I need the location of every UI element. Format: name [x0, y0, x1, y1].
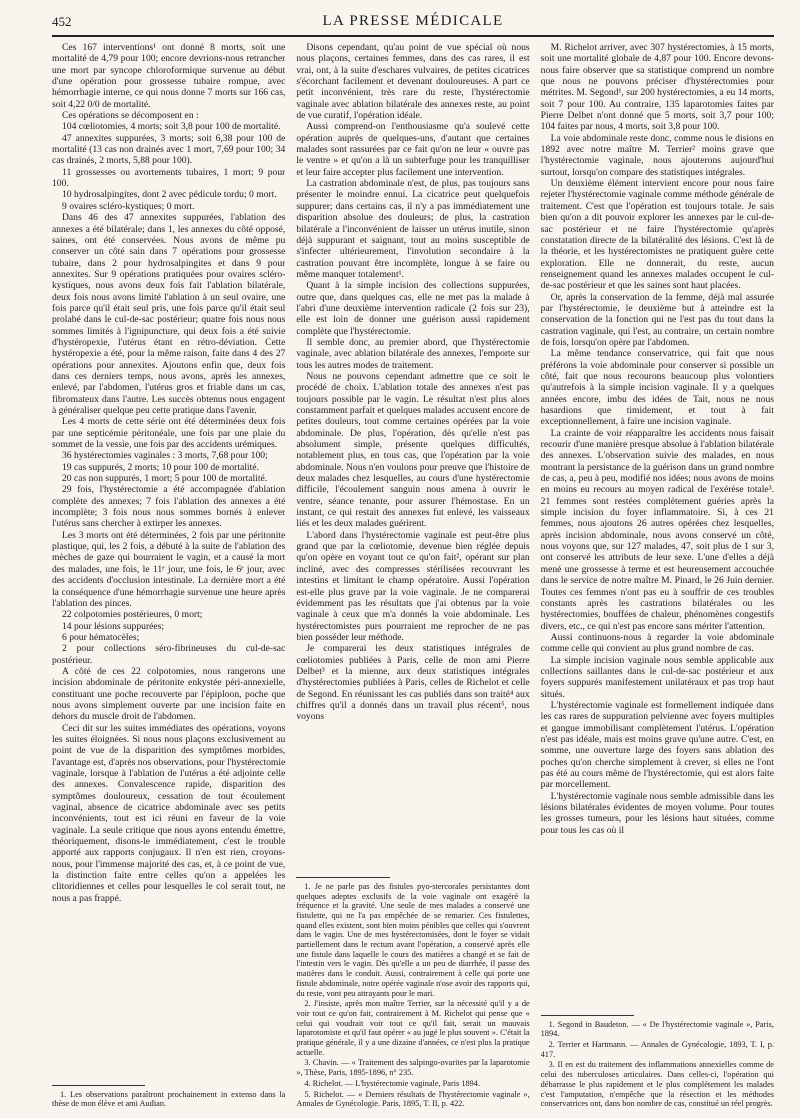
paragraph: La crainte de voir réapparaître les accidents nous faisait recourir d'une manière presque absolue à l'ablation bilatérale des annexes. L'observation suivie des malades, en nous montrant la persistance de la guérison dans un grand nombre de cas, a, peu à peu, modifié nos idées; nous avons de moins en moins eu recours au moyen radical de l'exérèse totale³. 21 femmes sont restées complètement guéries après la simple incision du foyer inflammatoire. Si, à ces 21 femmes, nous ajoutons 26 autres opérées chez lesquelles, après incision abdominale, nous avons conservé un côté, nous voyons que, sur 127 malades, 47, soit plus de 1 sur 3, ont conservé les attributs de leur sexe. L'une d'elles a déjà mené une grossesse à terme et est heureusement accouchée dans le service de notre maître M. Pinard, le 26 Juin dernier. Toutes ces femmes n'ont pas eu à souffrir de ces troubles constants après les castrations bilatérales ou les hystérectomies, bouffées de chaleur, phénomènes congestifs divers, etc., ce qui n'est pas encore sans mériter l'attention.	[540, 427, 774, 632]
footnote-rule	[52, 1085, 145, 1086]
paragraph: 19 cas suppurés, 2 morts; 10 pour 100 de mortalité.	[62, 461, 259, 473]
paragraph: Or, après la conservation de la femme, déjà mal assurée par l'hystérectomie, le deuxième but à atteindre est la conservation de la fonction qui ne l'est pas du tout dans la castration vaginale, qui l'est, au contraire, un certain nombre de fois, lorsqu'on opère par l'abdomen.	[540, 291, 774, 348]
paragraph: 36 hystérectomies vaginales : 3 morts, 7,68 pour 100;	[62, 450, 268, 462]
paragraph: L'hystérectomie vaginale est formellement indiquée dans les cas rares de suppuration pelvienne avec foyers multiples et gangue immobilisant complètement l'utérus. L'opération n'est pas idéale, mais est moins grave qu'une autre. C'est, en somme, une ouverture large des foyers sans ablation des poches qu'on cherche simplement à crever, si elles ne l'ont pas été au cours même de l'hystérectomie, qui est alors faite par morcellement.	[540, 699, 774, 791]
footnote: 1. Les observations paraîtront prochainement in extenso dans la thèse de mon élève et ami Audian.	[52, 1089, 286, 1109]
paragraph: Aussi continuons-nous à regarder la voie abdominale comme celle qui convient au plus grand nombre de cas.	[540, 631, 774, 655]
column-footnotes	[52, 1090, 285, 1110]
paragraph: Quant à la simple incision des collections suppurées, outre que, dans quelques cas, elle ne met pas la malade à l'abri d'une deuxième intervention radicale (2 fois sur 23), elle est loin de donner une guérison aussi rapidement complète que l'hystérectomie.	[296, 280, 530, 337]
footnote: 3. Chavin. — « Traitement des salpingo-ovarites par la laparotomie », Thèse, Paris, 1895-1896, n° 235.	[296, 1058, 530, 1078]
column-1	[52, 42, 285, 1110]
column-3	[541, 42, 774, 1110]
paragraph: Dans 46 des 47 annexites suppurées, l'ablation des annexes a été bilatérale; dans 1, les annexes du côté opposé, saines, ont été conservées. Nous avons de même pu conserver un côté sain dans 7 opérations pour grossesse tubaire, dans 2 pour hydrosalpingites et dans 9 pour annexites. Sur 9 opérations pratiquées pour ovaires scléro-kystiques, nous avons deux fois fait l'ablation bilatérale, deux fois nous avons limité l'ablation à un seul ovaire, une fois parce qu'il était seul pris, une fois parce qu'il était seul prolabé dans le cul-de-sac postérieur; quatre fois nous nous sommes limités à l'ignipuncture, qui deux fois a été suivie d'hystéropexie, l'utérus étant en rétro-déviation. Cette hystéropexie a été, pour la même raison, faite dans 4 des 27 opérations pour annexites. Ajoutons enfin que, deux fois dans ces derniers temps, nous avons, après les annexes, enlevé, par l'abdomen, l'utérus gros et friable dans un cas, fibromateux dans l'autre. Les succès obtenus nous engagent à généraliser quelque peu cette pratique dans l'avenir.	[52, 212, 286, 416]
text-columns	[52, 42, 774, 1110]
journal-title: LA PRESSE MÉDICALE	[322, 13, 504, 29]
page-number: 452	[52, 14, 72, 29]
paragraph: Ceci dit sur les suites immédiates des opérations, voyons les suites éloignées. Si nous nous plaçons exclusivement au point de vue de la disparition des symptômes morbides, l'avantage est, d'après nos observations, pour l'hystérectomie vaginale, lorsque à l'ablation de l'utérus a été adjointe celle des annexes. Convalescence rapide, disparition des symptômes douloureux, cessation de tout écoulement vaginal, absence de cicatrice abdominale avec ses petits inconvénients, tout est ici réuni en faveur de la voie vaginale. La seule critique que nous ayons entendu émettre, théoriquement, disons-le immédiatement, c'est le trouble apporté aux rapports conjugaux. Il n'en est rien, croyons-nous, pour l'immense majorité des cas, et, à ce point de vue, la distinction faite entre celles qu'on a appelées les clitoridiennes et celles pour lesquelles le col serait tout, ne nous a pas frappé.	[52, 722, 286, 904]
column-2	[296, 42, 529, 1110]
paragraph: Disons cependant, qu'au point de vue spécial où nous nous plaçons, certaines femmes, dans des cas rares, il est vrai, ont, à la suite d'eschares vulvaires, de petites cicatrices s'écorchant facilement et devenant douloureuses. A part ce petit inconvénient, très rare du reste, l'hystérectomie vaginale avec ablation bilatérale des annexes reste, au point de vue curatif, l'opération idéale.	[296, 42, 530, 122]
paragraph: La castration abdominale n'est, de plus, pas toujours sans présenter le moindre ennui. La cicatrice peut quelquefois suppurer; dans certains cas, il n'y a pas immédiatement une disparition absolue des douleurs; de plus, la castration bilatérale a l'inconvénient de laisser un utérus inutile, sinon déjà suppurant et saignant, tout au moins susceptible de s'infecter ultérieurement, l'involution secondaire à la castration pouvant être incomplète, longue à se faire ou même manquer totalement¹.	[296, 178, 530, 280]
footnote: 1. Segond in Baudeton. — « De l'hystérectomie vaginale », Paris, 1894.	[540, 1019, 774, 1039]
paragraph: Ces 167 interventions¹ ont donné 8 morts, soit une mortalité de 4,79 pour 100; encore devrions-nous retrancher une mort par syncope chloroformique survenue au début d'une opération pour grossesse tubaire rompue, avec hémorrhagie interne, ce qui nous donne 7 morts sur 166 cas, soit 4,22 0/0 de mortalité.	[52, 42, 286, 110]
column-body	[52, 42, 285, 1080]
paragraph: Il semble donc, au premier abord, que l'hystérectomie vaginale, avec ablation bilatérale des annexes, l'emporte sur tous les autres modes de traitement.	[296, 336, 530, 371]
footnote: 3. Il en est du traitement des inflammations annexielles comme de celui des tuberculoses articulaires. Dans celles-ci, l'opération qui débarrasse le plus rapidement et le plus complètement les malades c'est l'amputation, n'empêche que la résection et les méthodes conservatrices ont, dans bon nombre de cas, constitué un réel progrès.	[540, 1060, 774, 1109]
paragraph: A côté de ces 22 colpotomies, nous rangerons une incision abdominale de péritonite enkystée péri-annexielle, constituant une poche recouverte par l'épiploon, poche que nous avons simplement ouverte par une incision faite en dehors du muscle droit de l'abdomen.	[52, 665, 286, 723]
paragraph: 14 pour lésions suppurées;	[62, 620, 165, 632]
paragraph: Les 3 morts ont été déterminées, 2 fois par une péritonite plastique, qui, les 2 fois, a débuté à la suite de l'ablation des mèches de gaze qui bourraient le vagin, et a causé la mort des malades, une fois, le 11ᵉ jour, une fois, le 6ᵉ jour, avec des accidents d'occlusion intestinale. La dernière mort a été la conséquence d'une hémorrhagie survenue une heure après l'ablation des pinces.	[52, 529, 286, 609]
footnote-rule	[541, 1015, 634, 1016]
paragraph: La voie abdominale reste donc, comme nous le disions en 1892 avec notre maître M. Terrier² moins grave que l'hystérectomie vaginale, nous ajouterons aujourd'hui surtout, lorsqu'on compare des statistiques intégrales.	[540, 132, 774, 178]
paragraph: Ces opérations se décomposent en :	[62, 110, 199, 122]
paragraph: L'hystérectomie vaginale nous semble admissible dans les lésions bilatérales évidentes de moyen volume. Pour toutes les grosses tumeurs, pour les lésions haut situées, comme pour tous les cas où il	[540, 790, 774, 836]
paragraph: 2 pour collections séro-fibrineuses du cul-de-sac postérieur.	[52, 643, 286, 666]
paragraph: 104 cœliotomies, 4 morts; soit 3,8 pour 100 de mortalité.	[62, 121, 281, 133]
footnote: 5. Richelot. — « Derniers résultats de l'hystérectomie vaginale », Annales de Gynécologie. Paris, 1895, T. II, p. 422.	[296, 1089, 530, 1109]
column-body	[541, 42, 774, 1010]
paragraph: M. Richelot arriver, avec 307 hystérectomies, à 15 morts, soit une mortalité globale de 4,87 pour 100. Encore devons-nous faire observer que sa statistique comprend un nombre que nous ne pouvons préciser d'hystérectomies pour métrites. M. Segond¹, sur 200 hystérectomies, a eu 14 morts, soit 7 pour 100. Au contraire, 135 laparotomies faites par Pierre Delbet n'ont donné que 5 morts, soit 3,7 pour 100; 104 faites par nous, 4 morts, soit 3,8 pour 100.	[540, 42, 774, 133]
paragraph: La même tendance conservatrice, qui fait que nous préférons la voie abdominale pour conserver si possible un côté, fait que nous recourons beaucoup plus volontiers qu'autrefois à la simple incision vaginale. Il y a quelques années encore, imbu des idées de Tait, nous ne nous hasardions que timidement, et tout à fait exceptionnellement, à faire une incision vaginale.	[540, 348, 774, 428]
column-footnotes	[541, 1020, 774, 1110]
footnote: 4. Richelot. — L'hystérectomie vaginale, Paris 1894.	[304, 1078, 481, 1088]
paragraph: Un deuxième élément intervient encore pour nous faire rejeter l'hystérectomie vaginale comme méthode générale de traitement. C'est que l'opération est toujours totale. Je sais bien qu'on a dit pouvoir explorer les annexes par le cul-de-sac postérieur et ne faire l'hystérectomie qu'après constatation directe de la bilatéralité des lésions. C'est là de la théorie, et les hystérectomistes ne pratiquent guère cette exploration. Elle ne donnerait, du reste, aucun renseignement quand les annexes malades occupent le cul-de-sac postérieur et que les saines sont haut placées.	[540, 178, 774, 292]
paragraph: L'abord dans l'hystérectomie vaginale est peut-être plus grand que par la cœliotomie, devenue bien réglée depuis qu'on opère en voyant tout ce qu'on fait², opérant sur plan incliné, avec des compresses stérilisées recouvrant les intestins et limitant le champ opératoire. Aussi l'opération est-elle plus grave par la voie vaginale. Je ne comparerai évidemment pas les résultats que j'ai obtenus par la voie vaginale à ceux que m'a donnés la voie abdominale. Les hystérectomistes purs pourraient me reprocher de ne pas bien posséder leur méthode.	[296, 529, 530, 643]
footnote: 2. Terrier et Hartmann. — Annales de Gynécologie, 1893, T. I, p. 417.	[540, 1040, 774, 1059]
paragraph: 10 hydrosalpingites, dont 2 avec pédicule tordu; 0 mort.	[62, 189, 277, 201]
footnote-rule	[296, 877, 389, 878]
paragraph: Nous ne pouvons cependant admettre que ce soit le procédé de choix. L'ablation totale des annexes n'est pas toujours possible par le vagin. Le résultat n'est plus alors constamment parfait et quelques malades accusent encore de petites douleurs, tout comme certaines opérées par la voie abdominale. De plus, l'opération, dès qu'elle n'est pas absolument simple, présente quelques difficultés, notablement plus, en tous cas, que l'opération par la voie abdominale. Nous n'en voulons pour preuve que l'histoire de deux malades chez lesquelles, au cours d'une hystérectomie difficile, l'écoulement sanguin nous amena à ouvrir le ventre, séance tenante, pour assurer l'hémostase. En un instant, ce qui restait des annexes fut enlevé, les vaisseaux liés et les deux malades guérirent.	[296, 370, 530, 530]
paragraph: 11 grossesses ou avortements tubaires, 1 mort; 9 pour 100.	[52, 166, 286, 190]
paragraph: 47 annexites suppurées, 3 morts; soit 6,38 pour 100 de mortalité (13 cas non drainés avec 1 mort, 7,69 pour 100; 34 cas drainés, 2 morts, 5,88 pour 100).	[52, 132, 286, 167]
footnote: 2. J'insiste, après mon maître Terrier, sur la nécessité qu'il y a de voir tout ce qu'on fait, contrairement à M. Richelot qui pense que « celui qui voudrait voir tout ce qu'il fait, serait un mauvais laparotomiste et qu'il faut opérer « au jugé le plus souvent ». C'était la pratique générale, il y a une dizaine d'années, ce n'est plus la pratique actuelle.	[296, 999, 530, 1057]
paragraph: 20 cas non suppurés, 1 mort; 5 pour 100 de mortalité.	[62, 473, 268, 485]
paragraph: 6 pour hématocèles;	[62, 631, 140, 643]
column-body	[296, 42, 529, 872]
paragraph: 9 ovaires scléro-kystiques; 0 mort.	[62, 200, 195, 212]
paragraph: La simple incision vaginale nous semble applicable aux collections saillantes dans le cul-de-sac postérieur et aux foyers suppurés manifestement unilatéraux et pas trop haut situés.	[540, 654, 774, 700]
footnote: 1. Je ne parle pas des fistules pyo-stercorales persistantes dont quelques adeptes exclusifs de la voie vaginale ont exagéré la fréquence et la gravité. Une seule de mes malades a conservé une fistulette, qui ne l'a pas empêchée de se remarier. Ces fistulettes, quand elles existent, sont bien moins pénibles que celles qui s'ouvrent dans le vagin. Une de mes hystérectomisées, dont le foyer se vidait partiellement dans le rectum avant l'opération, a conservé après elle une fistule dans laquelle le cours des matières a changé et se fait de l'intestin vers le vagin. Dès qu'elle a un peu de diarrhée, il passe des matières dans le conduit. Aussi, contrairement à celle qui porte une fistule abdominale, notre opérée vaginale n'ose avoir des rapports qui, du reste, vont peu attrayants pour le mari.	[296, 881, 530, 998]
paragraph: 22 colpotomies postérieures, 0 mort;	[62, 609, 203, 621]
paragraph: Aussi comprend-on l'enthousiasme qu'a soulevé cette opération auprès de quelques-uns, d'autant que certaines malades sont rassurées par ce fait qu'on ne leur « ouvre pas le ventre » et qu'on a là un subterfuge pour les tranquilliser et leur faire accepter plus facilement une intervention.	[296, 121, 530, 178]
header-rule	[52, 35, 774, 37]
paragraph: Les 4 morts de cette série ont été déterminées deux fois par une septicémie péritonéale, une fois par une plaie du sommet de la vessie, une fois par des accidents urémiques.	[52, 416, 286, 451]
paragraph: Je comparerai les deux statistiques intégrales de cœliotomies publiées à Paris, celle de mon ami Pierre Delbet³ et la mienne, aux deux statistiques intégrales d'hystérectomies publiées à Paris, celles de Richelot et celle de Segond. En réunissant les cas publiés dans son traité⁴ aux chiffres qu'il a donnés dans un travail plus récent⁵, nous voyons	[296, 643, 530, 723]
column-footnotes	[296, 882, 529, 1110]
paragraph: 29 fois, l'hystérectomie a été accompagnée d'ablation complète des annexes; 7 fois l'ablation des annexes a été incomplète; 3 fois nous nous sommes bornés à enlever l'utérus sans chercher à extirper les annexes.	[52, 484, 286, 530]
